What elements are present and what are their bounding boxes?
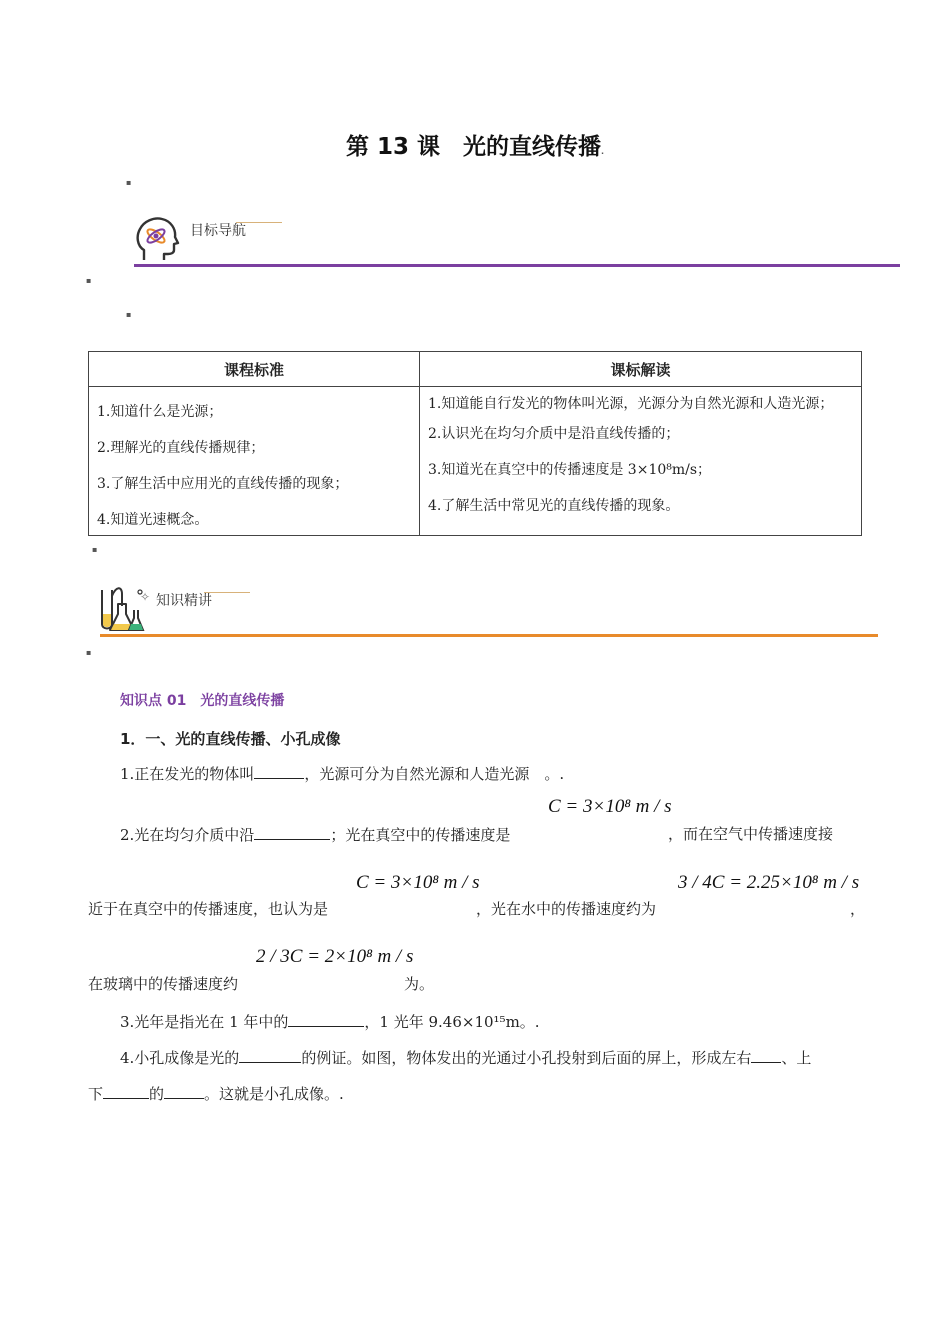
answer-blank[interactable] <box>254 762 304 779</box>
sparkle-icon: ✧ <box>140 590 151 604</box>
question-2-line-3: 在玻璃中的传播速度约 <box>88 975 239 993</box>
q2-text-b: ；光在真空中的传播速度是 <box>330 826 511 844</box>
q4-text-c: 、上 <box>781 1049 812 1067</box>
answer-blank[interactable] <box>239 1046 301 1063</box>
divider <box>236 222 282 223</box>
q4-text-a: 4.小孔成像是光的 <box>120 1049 240 1067</box>
list-item: 4.了解生活中常见光的直线传播的现象。 <box>428 498 680 514</box>
answer-blank[interactable] <box>164 1082 204 1099</box>
table-cell-interpretation <box>420 387 862 536</box>
q4-text-e: 的 <box>149 1085 165 1103</box>
q3-text-a: 3.光年是指光在 1 年中的 <box>120 1013 289 1031</box>
table-header-row <box>89 352 862 387</box>
list-item: 3.了解生活中应用光的直线传播的现象； <box>97 476 349 492</box>
answer-blank[interactable] <box>254 823 330 840</box>
q4-text-d: 下 <box>88 1085 104 1103</box>
question-1 <box>120 762 564 785</box>
paragraph-mark: ▪ <box>86 276 92 285</box>
paragraph-mark: ▪ <box>86 648 92 657</box>
paragraph-mark: ▪ <box>92 545 98 554</box>
page-title <box>0 128 950 161</box>
question-4-line-1 <box>120 1046 811 1069</box>
table-header: 课程标准 <box>89 352 420 387</box>
list-item: 1.知道能自行发光的物体叫光源，光源分为自然光源和人造光源； <box>428 396 834 412</box>
answer-blank[interactable] <box>751 1046 781 1063</box>
list-item: 2.认识光在均匀介质中是沿直线传播的； <box>428 426 680 442</box>
q1-text-a: 1.正在发光的物体叫 <box>120 765 255 783</box>
section-label-knowledge: 知识精讲 <box>156 593 212 609</box>
question-2-line-1 <box>120 823 510 846</box>
standards-table <box>88 351 862 536</box>
title-text: 第 13 课 光的直线传播 <box>345 134 601 160</box>
flask-icon <box>98 584 146 634</box>
list-item: 1.知道什么是光源； <box>97 404 223 420</box>
question-2-line-2-mid: ，光在水中的传播速度约为 <box>476 900 657 918</box>
table-header: 课标解读 <box>420 352 862 387</box>
list-item: 2.理解光的直线传播规律； <box>97 440 265 456</box>
q3-text-b: ，1 光年 9.46×10¹⁵m。. <box>364 1013 540 1031</box>
section-divider-orange <box>100 634 878 637</box>
answer-blank[interactable] <box>103 1082 149 1099</box>
divider <box>204 592 250 593</box>
formula-light-speed-vacuum: C = 3×10⁸ m / s <box>548 796 672 817</box>
paragraph-mark: ▪ <box>126 310 132 319</box>
knowledge-point-heading: 知识点 01 光的直线传播 <box>120 693 285 709</box>
formula-light-speed-air: C = 3×10⁸ m / s <box>356 872 480 893</box>
q4-text-b: 的例证。如图，物体发出的光通过小孔投射到后面的屏上，形成左右 <box>301 1049 752 1067</box>
title-mark: . <box>600 147 605 156</box>
question-3 <box>120 1010 540 1033</box>
list-item: 4.知道光速概念。 <box>97 512 209 528</box>
question-4-line-2 <box>88 1082 344 1105</box>
answer-blank[interactable] <box>288 1010 364 1027</box>
question-2-line-3-end: 为。 <box>404 975 435 993</box>
subheading: 1．一、光的直线传播、小孔成像 <box>120 730 341 748</box>
q1-text-b: ，光源可分为自然光源和人造光源 。. <box>304 765 565 783</box>
formula-light-speed-glass: 2 / 3C = 2×10⁸ m / s <box>256 946 414 967</box>
list-item: 3.知道光在真空中的传播速度是 3×10⁸m/s； <box>428 462 712 478</box>
section-divider-purple <box>134 264 900 267</box>
table-cell-standards <box>89 387 420 536</box>
q2-text-a: 2.光在均匀介质中沿 <box>120 826 255 844</box>
paragraph-mark: ▪ <box>126 178 132 187</box>
section-label-goals: 目标导航 <box>190 223 246 239</box>
formula-light-speed-water: 3 / 4C = 2.25×10⁸ m / s <box>678 872 860 893</box>
question-2-line-2-end: ， <box>850 900 866 918</box>
question-2-line-1-end: ，而在空气中传播速度接 <box>668 825 834 843</box>
q4-text-f: 。这就是小孔成像。. <box>204 1085 344 1103</box>
table-row <box>89 387 862 536</box>
head-atom-icon <box>134 214 180 264</box>
question-2-line-2: 近于在真空中的传播速度，也认为是 <box>88 900 329 918</box>
